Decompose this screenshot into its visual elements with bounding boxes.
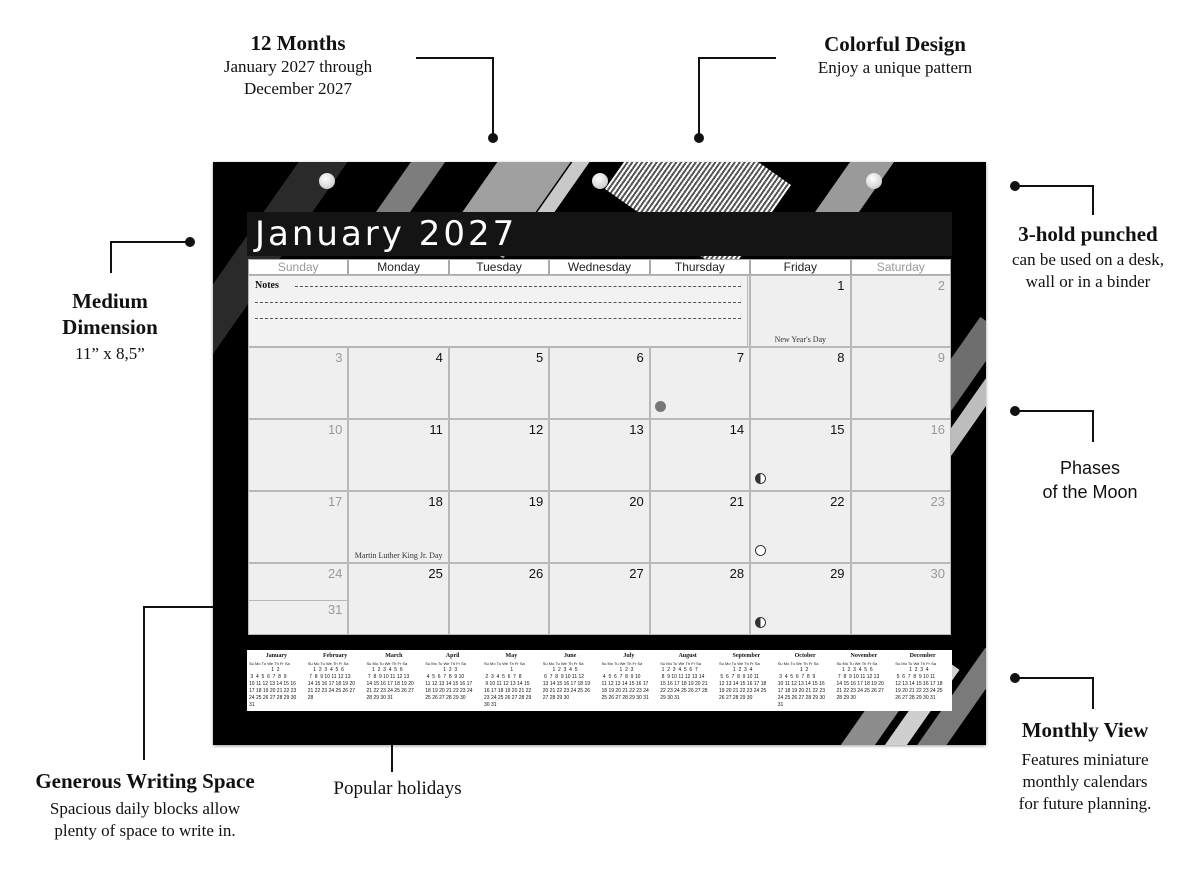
new-moon-icon bbox=[655, 401, 666, 412]
callout-holidays bbox=[310, 777, 485, 801]
notes-line bbox=[255, 302, 741, 303]
day-cell[interactable] bbox=[348, 563, 448, 635]
mini-calendar-row: 7 8 9 10 11 12 13 bbox=[366, 674, 410, 680]
mini-calendar bbox=[658, 650, 717, 711]
mini-calendar-title: November bbox=[850, 653, 878, 659]
callout-text: December 2027 bbox=[243, 79, 353, 98]
weekday-label: Tuesday bbox=[449, 259, 549, 275]
mini-calendar-row: 28 29 30 31 bbox=[366, 695, 406, 701]
mini-calendar-row: 3 4 5 6 7 8 9 bbox=[777, 674, 816, 680]
mini-calendar-row: 25 26 27 28 29 30 bbox=[425, 695, 470, 701]
day-number: 13 bbox=[629, 422, 644, 437]
notes-area[interactable] bbox=[248, 275, 748, 347]
day-number: 29 bbox=[830, 566, 845, 581]
callout-title: Monthly View bbox=[1021, 718, 1149, 742]
mini-calendar bbox=[835, 650, 894, 711]
day-cell[interactable] bbox=[248, 347, 348, 419]
mini-calendar-row: 31 bbox=[777, 702, 809, 708]
callout-text: Features miniature bbox=[1021, 750, 1149, 769]
day-cell[interactable] bbox=[549, 563, 649, 635]
day-cell[interactable] bbox=[851, 347, 951, 419]
first-quarter-icon bbox=[755, 473, 766, 484]
mini-calendar bbox=[423, 650, 482, 711]
weekday-label: Saturday bbox=[851, 259, 951, 275]
callout-colorful-design bbox=[785, 31, 1005, 79]
mini-calendar-row: 26 27 28 29 30 31 bbox=[895, 695, 940, 701]
mini-calendar-row: 11 12 13 14 15 16 17 bbox=[601, 681, 649, 687]
mini-calendar-row: 20 21 22 23 24 25 26 bbox=[542, 688, 591, 694]
last-quarter-icon bbox=[755, 617, 766, 628]
connector-line bbox=[416, 57, 494, 59]
binder-hole bbox=[866, 173, 882, 189]
day-number: 4 bbox=[435, 350, 443, 365]
day-cell[interactable] bbox=[650, 563, 750, 635]
mini-calendar-row: 4 5 6 7 8 9 10 bbox=[425, 674, 465, 680]
mini-calendar bbox=[717, 650, 776, 711]
mini-calendar-title: February bbox=[322, 653, 348, 659]
mini-calendar-title: January bbox=[265, 653, 288, 659]
mini-calendar-row: 1 2 3 4 5 6 bbox=[366, 667, 403, 673]
mini-calendar-header: Su Mo Tu We Th Fr Sa bbox=[249, 661, 290, 666]
day-cell[interactable] bbox=[449, 563, 549, 635]
mini-calendar-row: 31 bbox=[249, 702, 280, 708]
mini-calendar-row: 1 2 3 4 bbox=[719, 667, 753, 673]
callout-moon-phases bbox=[1010, 456, 1170, 504]
callout-title: Colorful Design bbox=[824, 32, 966, 56]
mini-calendar-row: 25 26 27 28 29 30 31 bbox=[601, 695, 649, 701]
day-cell[interactable] bbox=[750, 563, 850, 635]
mini-calendar-row: 17 18 19 20 21 22 23 bbox=[777, 688, 826, 694]
month-header bbox=[247, 212, 952, 256]
mini-calendar-title: April bbox=[445, 653, 460, 659]
mini-calendar-row: 5 6 7 8 9 10 11 bbox=[719, 674, 759, 680]
day-cell[interactable] bbox=[851, 419, 951, 491]
day-number: 18 bbox=[428, 494, 443, 509]
connector-line bbox=[143, 606, 145, 760]
mini-calendar-row: 22 23 24 25 26 27 28 bbox=[660, 688, 708, 694]
mini-calendar-title: August bbox=[678, 653, 697, 659]
mini-calendar-header: Su Mo Tu We Th Fr Sa bbox=[484, 661, 525, 666]
mini-calendar-row: 14 15 16 17 18 19 20 bbox=[366, 681, 414, 687]
day-cell[interactable] bbox=[650, 347, 750, 419]
weekday-header bbox=[248, 259, 951, 275]
mini-calendar bbox=[600, 650, 659, 711]
mini-calendar-row: 30 31 bbox=[484, 702, 518, 708]
callout-text: of the Moon bbox=[1042, 482, 1138, 502]
mini-calendar-header: Su Mo Tu We Th Fr Sa bbox=[719, 661, 760, 666]
day-number: 9 bbox=[937, 350, 945, 365]
callout-3-hole-punched bbox=[988, 221, 1188, 293]
mini-calendar-title: June bbox=[563, 653, 577, 659]
mini-calendar-row: 6 7 8 9 10 11 12 bbox=[542, 674, 585, 680]
connector-line bbox=[1092, 677, 1094, 709]
day-number: 31 bbox=[327, 602, 343, 617]
mini-calendar-row: 2 3 4 5 6 7 8 bbox=[484, 674, 522, 680]
mini-calendar-row: 1 2 bbox=[777, 667, 809, 673]
mini-calendar-row: 19 20 21 22 23 24 25 bbox=[719, 688, 767, 694]
day-number: 8 bbox=[837, 350, 845, 365]
mini-calendar bbox=[306, 650, 365, 711]
callout-monthly-view bbox=[990, 717, 1180, 815]
day-number: 12 bbox=[528, 422, 544, 437]
day-number: 7 bbox=[736, 350, 745, 365]
mini-calendar-row: 1 2 3 bbox=[601, 667, 634, 673]
connector-line bbox=[698, 57, 700, 135]
connector-line bbox=[110, 241, 112, 273]
mini-calendar-row: 23 24 25 26 27 28 29 bbox=[484, 695, 532, 701]
holiday-label: Martin Luther King Jr. Day bbox=[354, 551, 443, 560]
mini-calendar-header: Su Mo Tu We Th Fr Sa bbox=[542, 661, 584, 666]
connector-line bbox=[492, 57, 494, 135]
mini-calendar-title: March bbox=[385, 653, 403, 659]
day-cell[interactable] bbox=[851, 563, 951, 635]
mini-calendar-title: May bbox=[505, 653, 518, 659]
week-row bbox=[248, 563, 951, 635]
month-title: January 2027 bbox=[255, 214, 518, 254]
day-number: 27 bbox=[629, 566, 644, 581]
callout-text: wall or in a binder bbox=[1025, 272, 1151, 291]
connector-line bbox=[1014, 677, 1094, 679]
day-cell[interactable] bbox=[348, 491, 448, 563]
weekday-label: Friday bbox=[750, 259, 850, 275]
mini-calendar-row: 29 30 31 bbox=[660, 695, 697, 701]
day-cell[interactable] bbox=[851, 491, 951, 563]
mini-calendar-header: Su Mo Tu We Th Fr Sa bbox=[425, 661, 467, 666]
weekday-label: Wednesday bbox=[549, 259, 649, 275]
mini-calendar-row: 1 2 3 bbox=[425, 667, 458, 673]
callout-title: 3-hold punched bbox=[1018, 222, 1158, 246]
week-row bbox=[248, 491, 951, 563]
mini-calendar-row: 21 22 23 24 25 26 27 bbox=[307, 688, 356, 694]
day-cell[interactable] bbox=[348, 347, 448, 419]
callout-text: Spacious daily blocks allow bbox=[49, 799, 241, 818]
mini-calendar-header: Su Mo Tu We Th Fr Sa bbox=[601, 661, 643, 666]
month-grid bbox=[248, 259, 951, 635]
day-cell[interactable] bbox=[650, 419, 750, 491]
day-number: 25 bbox=[428, 566, 443, 581]
mini-calendar-title: July bbox=[623, 653, 635, 659]
callout-text: can be used on a desk, bbox=[1011, 250, 1164, 269]
callout-title: Generous Writing Space bbox=[35, 769, 255, 793]
week-row bbox=[248, 419, 951, 491]
mini-calendar-header: Su Mo Tu We Th Fr Sa bbox=[366, 661, 408, 666]
callout-title: Dimension bbox=[62, 315, 158, 339]
mini-calendar-row: 14 15 16 17 18 19 20 bbox=[307, 681, 356, 687]
day-cell[interactable] bbox=[248, 491, 348, 563]
mini-calendar-strip bbox=[247, 650, 952, 711]
connector-dot bbox=[694, 133, 704, 143]
mini-calendar-row: 28 29 30 bbox=[836, 695, 873, 701]
callout-text: Phases bbox=[1059, 458, 1121, 478]
day-cell[interactable] bbox=[750, 419, 850, 491]
mini-calendar-row: 1 2 3 4 5 6 bbox=[307, 667, 344, 673]
day-number: 22 bbox=[830, 494, 845, 509]
day-number: 14 bbox=[729, 422, 745, 437]
notes-line bbox=[295, 286, 741, 287]
day-cell[interactable] bbox=[750, 347, 850, 419]
mini-calendar-title: December bbox=[909, 653, 936, 659]
mini-calendar-row: 24 25 26 27 28 29 30 bbox=[777, 695, 826, 701]
day-number: 6 bbox=[636, 350, 644, 365]
mini-calendar-header: Su Mo Tu We Th Fr Sa bbox=[660, 661, 702, 666]
callout-text: 11” x 8,5” bbox=[75, 344, 145, 363]
mini-calendar-row: 18 19 20 21 22 23 24 bbox=[425, 688, 473, 694]
mini-calendar-row: 7 8 9 10 11 12 13 bbox=[836, 674, 880, 680]
callout-title: 12 Months bbox=[250, 31, 346, 55]
connector-dot bbox=[185, 237, 195, 247]
day-cell[interactable] bbox=[248, 419, 348, 491]
callout-title: Medium bbox=[72, 289, 148, 313]
mini-calendar-row: 11 12 13 14 15 16 17 bbox=[425, 681, 473, 687]
day-number: 15 bbox=[830, 422, 845, 437]
day-number: 28 bbox=[729, 566, 745, 581]
day-cell[interactable] bbox=[750, 275, 850, 347]
day-cell[interactable] bbox=[348, 419, 448, 491]
mini-calendar-row: 21 22 23 24 25 26 27 bbox=[366, 688, 414, 694]
mini-calendar-row: 1 bbox=[484, 667, 514, 673]
day-number: 3 bbox=[335, 350, 343, 365]
mini-calendar-row: 28 bbox=[307, 695, 339, 701]
day-cell[interactable] bbox=[449, 419, 549, 491]
connector-dot bbox=[488, 133, 498, 143]
callout-12-months bbox=[198, 30, 398, 100]
mini-calendar-row: 9 10 11 12 13 14 15 bbox=[484, 681, 530, 687]
day-number: 2 bbox=[937, 278, 945, 293]
mini-calendar bbox=[893, 650, 952, 711]
mini-calendar-row: 1 2 3 4 5 6 bbox=[836, 667, 873, 673]
day-number: 16 bbox=[930, 422, 945, 437]
day-cell[interactable] bbox=[248, 563, 348, 635]
day-cell[interactable] bbox=[449, 491, 549, 563]
mini-calendar-row: 4 5 6 7 8 9 10 bbox=[601, 674, 641, 680]
mini-calendar-row: 12 13 14 15 16 17 18 bbox=[719, 681, 767, 687]
day-number: 23 bbox=[930, 494, 945, 509]
day-cell[interactable] bbox=[449, 347, 549, 419]
callout-text: plenty of space to write in. bbox=[54, 821, 236, 840]
day-number: 11 bbox=[429, 422, 443, 437]
callout-text: Enjoy a unique pattern bbox=[817, 58, 973, 77]
mini-calendar-row: 5 6 7 8 9 10 11 bbox=[895, 674, 936, 680]
binder-hole bbox=[592, 173, 608, 189]
mini-calendar-header: Su Mo Tu We Th Fr Sa bbox=[836, 661, 878, 666]
callout-writing-space bbox=[10, 768, 280, 842]
mini-calendar-title: October bbox=[794, 653, 816, 659]
mini-calendar-row: 24 25 26 27 28 29 30 bbox=[249, 695, 297, 701]
mini-calendar bbox=[365, 650, 424, 711]
day-cell[interactable] bbox=[650, 491, 750, 563]
weekday-label: Monday bbox=[348, 259, 448, 275]
weeks bbox=[248, 275, 951, 635]
mini-calendar bbox=[247, 650, 306, 711]
day-number: 30 bbox=[930, 566, 945, 581]
mini-calendar-row: 21 22 23 24 25 26 27 bbox=[836, 688, 884, 694]
desk-calendar bbox=[213, 162, 986, 745]
mini-calendar-row: 13 14 15 16 17 18 19 bbox=[542, 681, 591, 687]
mini-calendar-row: 1 2 3 4 bbox=[895, 667, 929, 673]
connector-line bbox=[1014, 185, 1094, 187]
mini-calendar-row: 3 4 5 6 7 8 9 bbox=[249, 674, 287, 680]
connector-line bbox=[110, 241, 190, 243]
mini-calendar-row: 10 11 12 13 14 15 16 bbox=[777, 681, 825, 687]
callout-text: January 2027 through bbox=[223, 57, 373, 76]
callout-text: monthly calendars bbox=[1022, 772, 1148, 791]
mini-calendar-title: September bbox=[732, 653, 761, 659]
mini-calendar-row: 7 8 9 10 11 12 13 bbox=[307, 674, 351, 680]
connector-line bbox=[1092, 410, 1094, 442]
holiday-label: New Year's Day bbox=[774, 335, 827, 344]
day-number: 20 bbox=[629, 494, 644, 509]
mini-calendar-row: 15 16 17 18 19 20 21 bbox=[660, 681, 708, 687]
day-number: 1 bbox=[837, 278, 845, 293]
callout-text: Popular holidays bbox=[333, 778, 462, 799]
mini-calendar-row: 1 2 bbox=[249, 667, 280, 673]
day-cell[interactable] bbox=[549, 347, 649, 419]
mini-calendar-row: 16 17 18 19 20 21 22 bbox=[484, 688, 532, 694]
mini-calendar-row: 8 9 10 11 12 13 14 bbox=[660, 674, 705, 680]
week-row bbox=[248, 347, 951, 419]
mini-calendar-header: Su Mo Tu We Th Fr Sa bbox=[895, 661, 937, 666]
mini-calendar bbox=[541, 650, 600, 711]
callout-text: for future planning. bbox=[1018, 794, 1152, 813]
mini-calendar-row: 17 18 19 20 21 22 23 bbox=[249, 688, 297, 694]
mini-calendar-row: 19 20 21 22 23 24 25 bbox=[895, 688, 943, 694]
callout-dimension bbox=[40, 288, 180, 365]
weekday-label: Sunday bbox=[248, 259, 348, 275]
mini-calendar-row: 14 15 16 17 18 19 20 bbox=[836, 681, 884, 687]
mini-calendar bbox=[776, 650, 835, 711]
mini-calendar-row: 26 27 28 29 30 bbox=[719, 695, 761, 701]
full-moon-icon bbox=[755, 545, 766, 556]
mini-calendar bbox=[482, 650, 541, 711]
day-number: 26 bbox=[528, 566, 544, 581]
mini-calendar-row: 1 2 3 4 5 bbox=[542, 667, 578, 673]
day-number: 5 bbox=[536, 350, 544, 365]
weekday-label: Thursday bbox=[650, 259, 750, 275]
mini-calendar-row: 10 11 12 13 14 15 16 bbox=[249, 681, 296, 687]
day-number: 21 bbox=[729, 494, 745, 509]
mini-calendar-row: 12 13 14 15 16 17 18 bbox=[895, 681, 943, 687]
connector-line bbox=[698, 57, 776, 59]
mini-calendar-row: 27 28 29 30 bbox=[542, 695, 582, 701]
mini-calendar-row: 1 2 3 4 5 6 7 bbox=[660, 667, 698, 673]
notes-line bbox=[255, 318, 741, 319]
day-number: 10 bbox=[327, 422, 343, 437]
day-cell[interactable] bbox=[549, 491, 649, 563]
mini-calendar-header: Su Mo Tu We Th Fr Sa bbox=[307, 661, 349, 666]
day-cell[interactable] bbox=[549, 419, 649, 491]
connector-line bbox=[1014, 410, 1094, 412]
day-number: 17 bbox=[327, 494, 343, 509]
mini-calendar-header: Su Mo Tu We Th Fr Sa bbox=[777, 661, 819, 666]
day-number: 24 bbox=[327, 566, 343, 581]
day-number: 19 bbox=[528, 494, 544, 509]
mini-calendar-row: 18 19 20 21 22 23 24 bbox=[601, 688, 649, 694]
day-cell[interactable] bbox=[851, 275, 951, 347]
day-cell[interactable] bbox=[750, 491, 850, 563]
connector-line bbox=[1092, 185, 1094, 215]
week-row bbox=[248, 275, 951, 347]
binder-hole bbox=[319, 173, 335, 189]
notes-label: Notes bbox=[255, 280, 279, 291]
